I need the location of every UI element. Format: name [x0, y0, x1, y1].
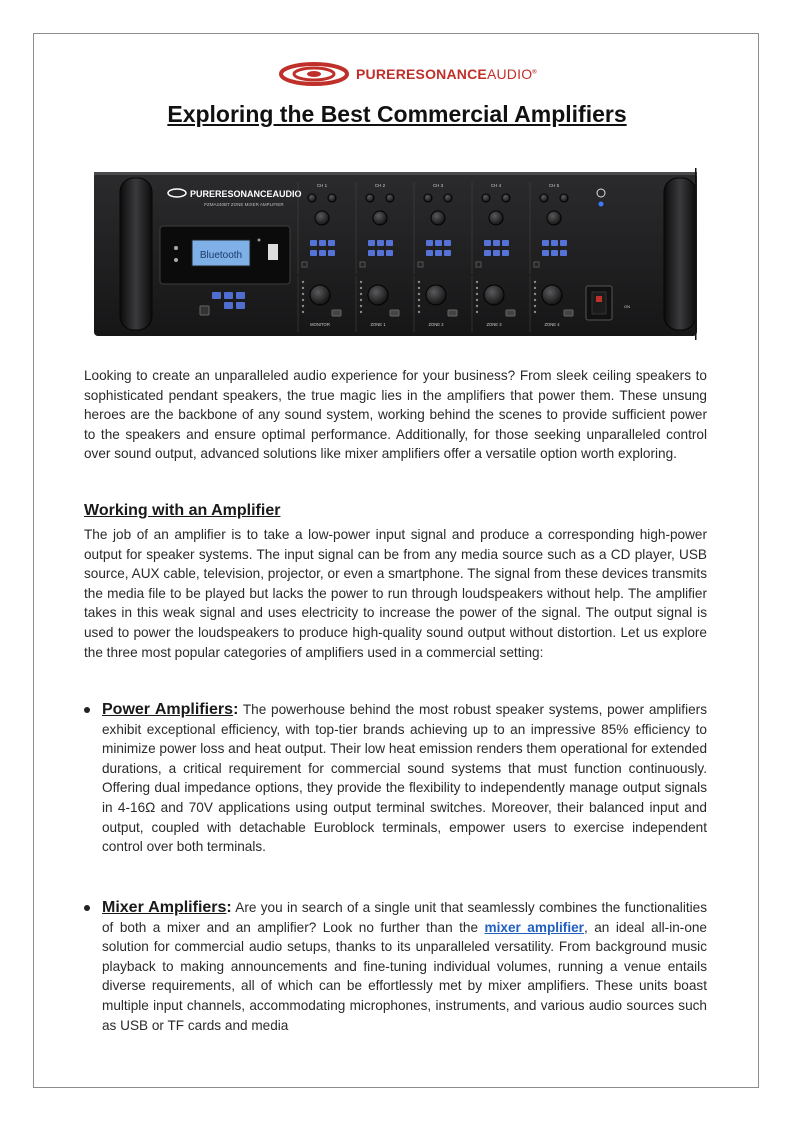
- zone-volume-knob: [542, 285, 562, 305]
- channel-button: [493, 240, 500, 246]
- amplifier-product-image: [94, 168, 697, 340]
- zone-volume-knob: [484, 285, 504, 305]
- channel-button: [542, 240, 549, 246]
- bass-knob: [424, 194, 432, 202]
- brand-name-bold: PURERESONANCE: [356, 66, 487, 82]
- bullet-list-power: [84, 700, 707, 857]
- bullet-text: The powerhouse behind the most robust speaker systems, power amplifiers exhibit exceptional efficiency, with top-tier brands achieving up to an impressive 85% efficiency to minimize power loss and heat output. Their low heat emission renders them operational for extended durations, a critical requirement for commercial sound systems that must function continuously. Offering dual impedance options, they provide the flexibility to independently manage output signals in 4-16Ω and 70V applications using output terminal switches. Moreover, their balanced input and output, coupled with detachable Euroblock terminals, empower users to exercise independent control over both terminals.: [102, 702, 708, 855]
- level-knob: [547, 211, 561, 225]
- left-rack-handle: [120, 178, 152, 330]
- page-title: Exploring the Best Commercial Amplifiers: [167, 101, 627, 127]
- bass-knob: [482, 194, 490, 202]
- channel-label: CH 2: [374, 183, 386, 188]
- channel-button: [310, 240, 317, 246]
- channel-button: [386, 250, 393, 256]
- channel-button: [484, 240, 491, 246]
- channel-button: [551, 250, 558, 256]
- channel-button: [493, 250, 500, 256]
- bass-knob: [540, 194, 548, 202]
- bluetooth-module: [160, 226, 290, 284]
- bullet-dot: [84, 707, 90, 713]
- section-body: The job of an amplifier is to take a low-power input signal and produce a corresponding high-power output for speaker systems. The input signal can be from any media source such as a CD player, USB source, AUX cable, television, projector, or even a smartphone. The signal from these devices transmits the media file to be played but lacks the power to run through loudspeakers without help. The amplifier takes in this weak signal and uses electricity to increase the power of the signal. The output signal is used to power the loudspeakers to produce high-quality sound output without distortion. Let us explore the three most popular categories of amplifiers used in a commercial setting:: [84, 527, 707, 660]
- treble-knob: [502, 194, 510, 202]
- channel-button: [444, 250, 451, 256]
- channel-button: [377, 240, 384, 246]
- channel-button: [560, 250, 567, 256]
- zone-label: ZONE 1: [370, 322, 386, 327]
- channel-button: [328, 240, 335, 246]
- mixer-amplifier-link[interactable]: mixer amplifier: [484, 919, 584, 935]
- channel-button: [502, 250, 509, 256]
- treble-knob: [328, 194, 336, 202]
- section-heading: Working with an Amplifier: [84, 502, 281, 519]
- brand-name-thin: AUDIO: [486, 66, 533, 82]
- channel-button: [444, 240, 451, 246]
- trademark-symbol: ®: [532, 69, 537, 76]
- bullet-lead: [102, 701, 238, 718]
- treble-knob: [560, 194, 568, 202]
- channel-button: [484, 250, 491, 256]
- zone-label: ZONE 3: [486, 322, 502, 327]
- bullet-dot: [84, 905, 90, 911]
- lcd-display-text: Bluetooth: [199, 250, 243, 261]
- resonance-logo-icon: [278, 62, 350, 86]
- level-knob: [431, 211, 445, 225]
- channel-label: CH 3: [432, 183, 444, 188]
- list-item: [84, 898, 707, 1035]
- level-knob: [373, 211, 387, 225]
- channel-button: [310, 250, 317, 256]
- power-led: [599, 202, 604, 207]
- zone-volume-knob: [310, 285, 330, 305]
- bass-knob: [366, 194, 374, 202]
- channel-button: [368, 250, 375, 256]
- channel-button: [502, 240, 509, 246]
- power-switch-label: ON: [624, 304, 630, 309]
- device-brand-label: PURERESONANCEAUDIO: [190, 189, 302, 199]
- bullet-list-mixer: [84, 898, 707, 1035]
- brand-wordmark: [356, 66, 537, 82]
- zone-volume-knob: [426, 285, 446, 305]
- channel-label: CH 5: [548, 183, 560, 188]
- bullet-lead-text: Mixer Amplifiers: [102, 899, 227, 916]
- bullet-lead-colon: :: [233, 701, 239, 718]
- channel-button: [319, 240, 326, 246]
- level-knob: [315, 211, 329, 225]
- bass-knob: [308, 194, 316, 202]
- brand-logo: [278, 60, 537, 88]
- list-item: [84, 700, 707, 857]
- bullet-lead-text: Power Amplifiers: [102, 701, 234, 718]
- channel-button: [551, 240, 558, 246]
- channel-button: [368, 240, 375, 246]
- channel-button: [328, 250, 335, 256]
- zone-volume-knob: [368, 285, 388, 305]
- channel-button: [435, 250, 442, 256]
- channel-button: [542, 250, 549, 256]
- bullet-lead-colon: :: [226, 899, 232, 916]
- usb-port: [268, 244, 278, 260]
- zone-label: ZONE 4: [544, 322, 560, 327]
- intro-paragraph: Looking to create an unparalleled audio experience for your business? From sleek ceiling speakers to sophisticated pendant speakers, the true magic lies in the amplifiers that power them. These unsung heroes are the backbone of any sound system, working behind the scenes to provide sufficient power to the speakers and ensure optimal performance. Additionally, for those seeking unparalleled control over sound output, advanced solutions like mixer amplifiers offer a versatile option worth exploring.: [84, 368, 707, 462]
- channel-button: [560, 240, 567, 246]
- channel-button: [426, 250, 433, 256]
- level-knob: [489, 211, 503, 225]
- channel-button: [435, 240, 442, 246]
- bullet-lead: [102, 899, 232, 916]
- zone-label: MONITOR: [310, 322, 330, 327]
- channel-label: CH 1: [316, 183, 328, 188]
- bullet-text-after: , an ideal all-in-one solution for commercial audio setups, thanks to its unparalleled versatility. From background music playback to making announcements and fine-tuning individual volumes, running a venue entails diverse requirements, all of which can be effortlessly met by mixer amplifiers. These units boast multiple input channels, accommodating microphones, instruments, and various audio sources such as USB or TF cards and media: [102, 919, 707, 1033]
- bullet-text-before: Are you in search of a single unit that seamlessly combines the functionalities of both a mixer and an amplifier? Look no further than the: [102, 900, 708, 935]
- channel-button: [377, 250, 384, 256]
- channel-button: [426, 240, 433, 246]
- right-rack-handle: [664, 178, 696, 330]
- treble-knob: [444, 194, 452, 202]
- channel-button: [386, 240, 393, 246]
- channel-button: [319, 250, 326, 256]
- treble-knob: [386, 194, 394, 202]
- channel-label: CH 4: [490, 183, 502, 188]
- zone-label: ZONE 2: [428, 322, 444, 327]
- device-model-label: PZMA240BT ZONE MIXER AMPLIFIER: [204, 202, 284, 207]
